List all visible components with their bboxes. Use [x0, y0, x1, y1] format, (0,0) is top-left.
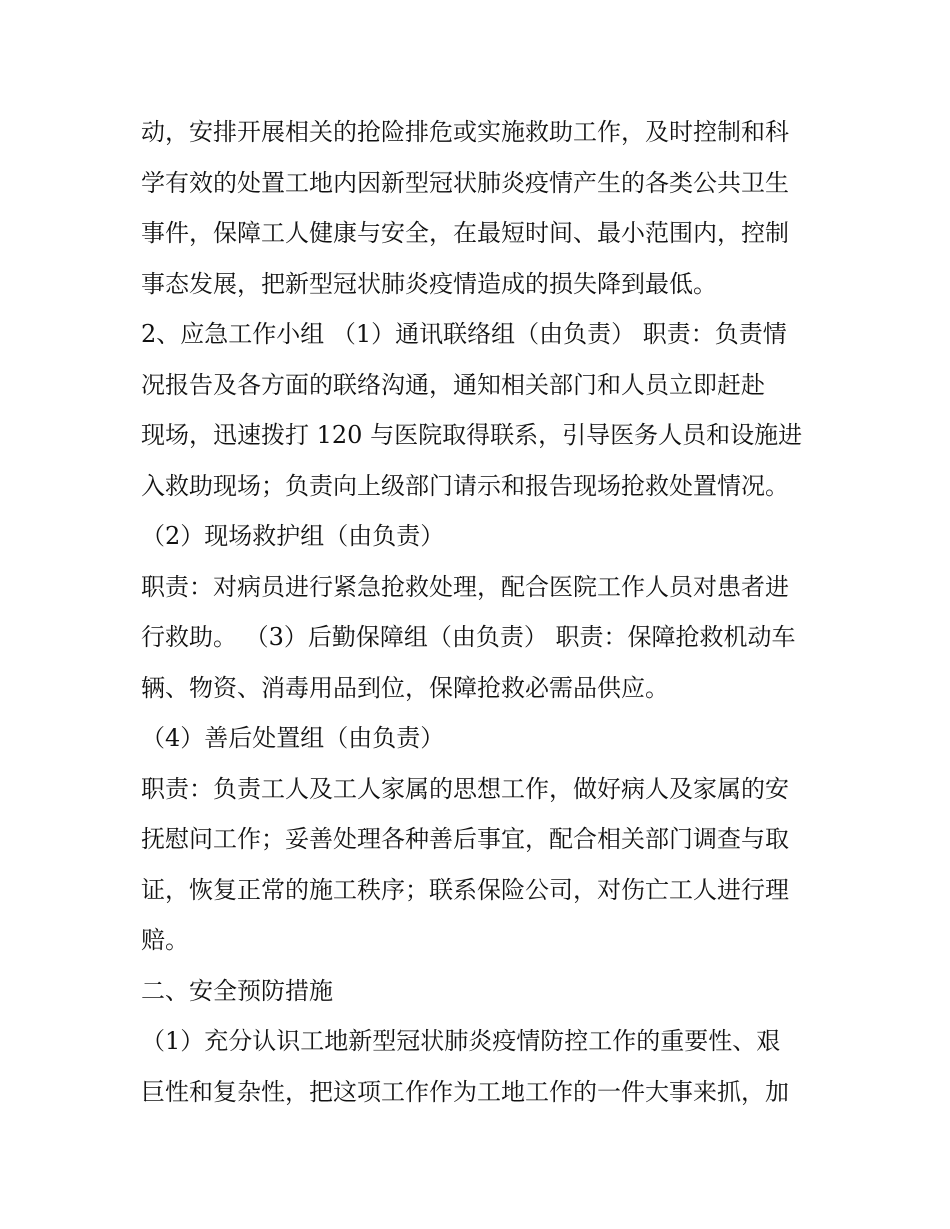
text-line: 职责：对病员进行紧急抢救处理，配合医院工作人员对患者进	[141, 572, 789, 601]
text-line: 动，安排开展相关的抢险排危或实施救助工作，及时控制和科	[141, 118, 789, 146]
text-line: 赔。	[141, 926, 189, 954]
text-line: 学有效的处置工地内因新型冠状肺炎疫情产生的各类公共卫生	[141, 168, 789, 197]
text-line: 职责：负责工人及工人家属的思想工作，做好病人及家属的安	[141, 774, 789, 803]
text-line: （4）善后处置组（由负责）	[141, 724, 445, 752]
text-line: 二、安全预防措施	[141, 976, 333, 1005]
text-line: 入救助现场；负责向上级部门请示和报告现场抢救处置情况。	[141, 471, 789, 500]
text-line: 事件，保障工人健康与安全，在最短时间、最小范围内，控制	[141, 219, 789, 247]
text-line: 事态发展，把新型冠状肺炎疫情造成的损失降到最低。	[141, 269, 717, 298]
text-line: 行救助。 （3）后勤保障组（由负责） 职责：保障抢救机动车	[141, 623, 796, 651]
text-line: 证，恢复正常的施工秩序；联系保险公司，对伤亡工人进行理	[141, 875, 789, 904]
text-line: 现场，迅速拨打 120 与医院取得联系，引导医务人员和设施进	[141, 421, 803, 449]
text-line: 抚慰问工作；妥善处理各种善后事宜，配合相关部门调查与取	[141, 825, 789, 853]
text-line: 辆、物资、消毒用品到位，保障抢救必需品供应。	[141, 673, 669, 702]
text-line: （1）充分认识工地新型冠状肺炎疫情防控工作的重要性、艰	[141, 1027, 781, 1055]
text-line: 况报告及各方面的联络沟通，通知相关部门和人员立即赶赴	[141, 370, 765, 399]
text-line: （2）现场救护组（由负责）	[141, 522, 445, 550]
document-body	[141, 107, 821, 1117]
text-line: 2、应急工作小组 （1）通讯联络组（由负责） 职责：负责情	[141, 320, 787, 348]
text-line: 巨性和复杂性，把这项工作作为工地工作的一件大事来抓，加	[141, 1077, 789, 1106]
